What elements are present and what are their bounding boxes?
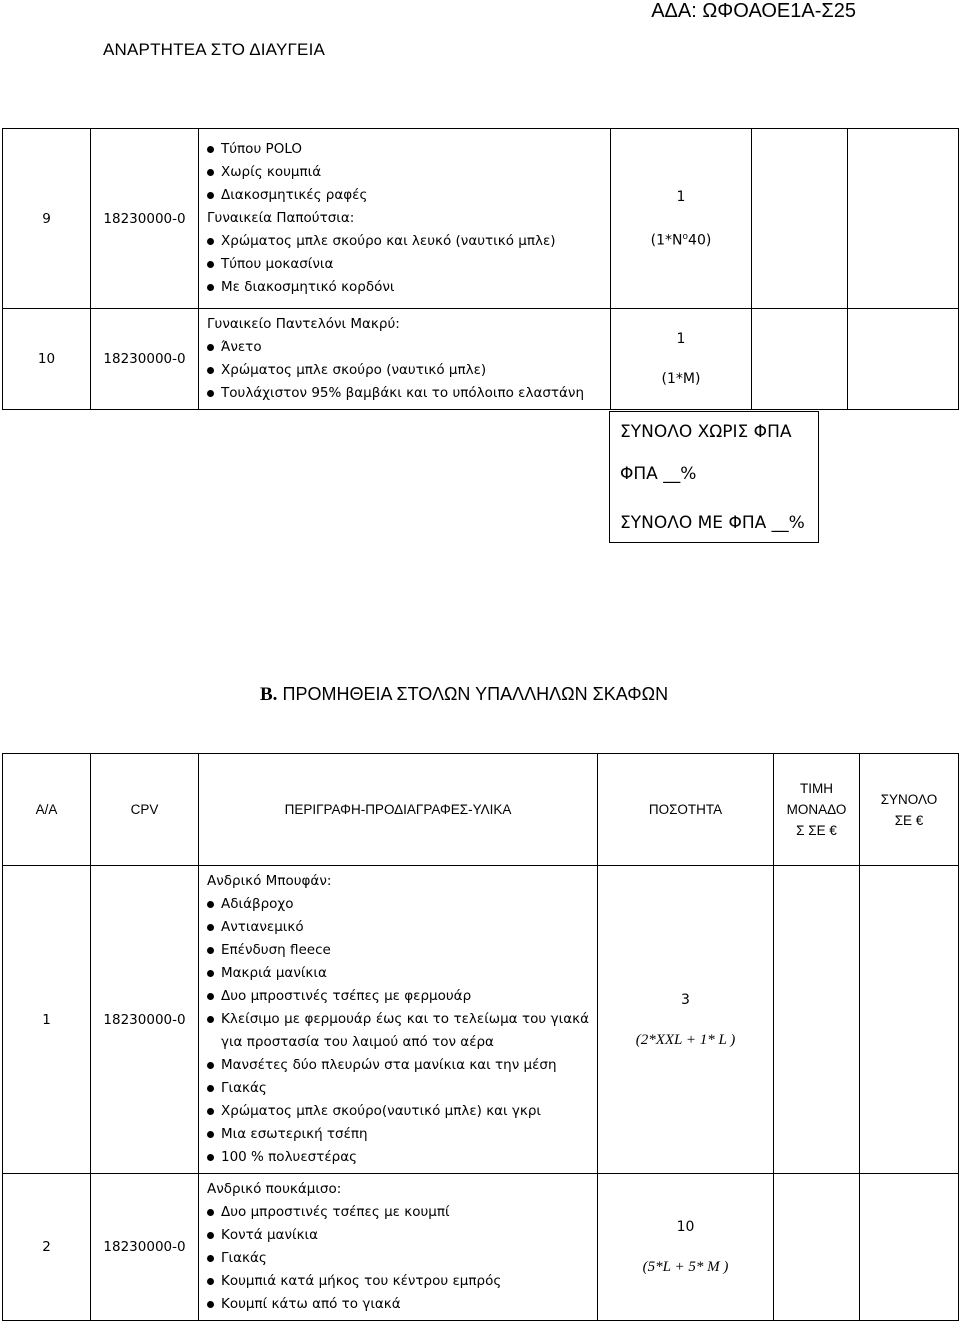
table-row xyxy=(3,1174,959,1321)
unit-price-cell xyxy=(774,1174,860,1321)
col-header-total: ΣΥΝΟΛΟ ΣΕ € xyxy=(860,754,959,866)
row-number: 9 xyxy=(3,129,91,309)
quantity-value: 1 xyxy=(676,188,686,205)
items-table-a xyxy=(2,128,959,410)
spec-bullet-item: Χρώματος μπλε σκούρο (ναυτικό μπλε) xyxy=(207,359,602,382)
col-header-cpv: CPV xyxy=(91,754,199,866)
spec-bullet-item: Τύπου POLO xyxy=(207,138,602,161)
unit-price-cell xyxy=(752,129,848,309)
table-row xyxy=(3,309,959,410)
quantity-value: 10 xyxy=(676,1219,695,1235)
cpv-code: 18230000-0 xyxy=(91,309,199,410)
spec-bullet-item: Με διακοσμητικό κορδόνι xyxy=(207,276,602,299)
item-title: Γυναικεία Παπούτσια: xyxy=(207,210,355,226)
quantity-value: 1 xyxy=(676,331,686,347)
total-without-vat: ΣΥΝΟΛΟ ΧΩΡΙΣ ΦΠΑ xyxy=(620,422,792,442)
items-table-b xyxy=(2,753,959,1321)
quantity xyxy=(598,866,774,1174)
spec-bullet-item: Γιακάς xyxy=(207,1247,589,1270)
cpv-code: 18230000-0 xyxy=(91,866,199,1174)
col-header-unit-price: ΤΙΜΗ ΜΟΝΑΔΟ Σ ΣΕ € xyxy=(774,754,860,866)
total-cell xyxy=(848,309,959,410)
quantity-detail: (2*XXL + 1* L ) xyxy=(635,1031,736,1048)
totals-box xyxy=(609,411,819,543)
quantity-value: 3 xyxy=(681,991,690,1008)
total-cell xyxy=(860,866,959,1174)
item-description xyxy=(199,129,611,309)
table-row xyxy=(3,866,959,1174)
col-header-quantity: ΠΟΣΟΤΗΤΑ xyxy=(598,754,774,866)
quantity xyxy=(611,129,752,309)
spec-bullet-item: Δυο μπροστινές τσέπες με φερμουάρ xyxy=(207,985,589,1008)
cpv-code: 18230000-0 xyxy=(91,1174,199,1321)
quantity xyxy=(598,1174,774,1321)
total-cell xyxy=(848,129,959,309)
spec-bullet-item: Επένδυση fleece xyxy=(207,939,589,962)
spec-bullet-item: Αδιάβροχο xyxy=(207,893,589,916)
ada-code: ΑΔΑ: ΩΦΟΑΟΕ1Α-Σ25 xyxy=(651,0,856,22)
item-description xyxy=(199,309,611,410)
section-heading xyxy=(260,684,668,706)
unit-price-cell xyxy=(752,309,848,410)
quantity-detail: $(1*N^o40)$ xyxy=(650,231,712,249)
spec-bullet-item: Χρώματος μπλε σκούρο και λευκό (ναυτικό μπλε) xyxy=(207,230,602,253)
total-cell xyxy=(860,1174,959,1321)
spec-bullet-item: Κλείσιμο με φερμουάρ έως και το τελείωμα του γιακά για προστασία του λαιμού από τον αέρα xyxy=(207,1008,589,1054)
posted-notice: ΑΝΑΡΤΗΤΕΑ ΣΤΟ ΔΙΑΥΓΕΙΑ xyxy=(103,40,326,59)
item-title: Ανδρικό Μπουφάν: xyxy=(207,873,332,889)
section-title: ΠΡΟΜΗΘΕΙΑ ΣΤΟΛΩΝ ΥΠΑΛΛΗΛΩΝ ΣΚΑΦΩΝ xyxy=(282,684,669,704)
spec-bullet-item: Χρώματος μπλε σκούρο(ναυτικό μπλε) και γκρι xyxy=(207,1100,589,1123)
item-title: Γυναικείο Παντελόνι Μακρύ: xyxy=(207,316,400,332)
row-number: 10 xyxy=(3,309,91,410)
vat-line: ΦΠΑ __% xyxy=(620,464,697,484)
spec-bullet-item: Μακριά μανίκια xyxy=(207,962,589,985)
spec-bullet-item: Μια εσωτερική τσέπη xyxy=(207,1123,589,1146)
row-number: 2 xyxy=(3,1174,91,1321)
col-header-no: Α/Α xyxy=(3,754,91,866)
spec-bullet-item: Δυο μπροστινές τσέπες με κουμπί xyxy=(207,1201,589,1224)
quantity-detail: (5*L + 5* M ) xyxy=(642,1259,729,1275)
cpv-code: 18230000-0 xyxy=(91,129,199,309)
section-letter: Β. xyxy=(260,684,278,705)
spec-bullet-item: Γιακάς xyxy=(207,1077,589,1100)
total-with-vat: ΣΥΝΟΛΟ ΜΕ ΦΠΑ __% xyxy=(620,513,805,533)
col-header-description: ΠΕΡΙΓΡΑΦΗ-ΠΡΟΔΙΑΓΡΑΦΕΣ-ΥΛΙΚΑ xyxy=(199,754,598,866)
spec-bullet-item: Τύπου μοκασίνια xyxy=(207,253,602,276)
item-title: Ανδρικό πουκάμισο: xyxy=(207,1181,342,1197)
quantity xyxy=(611,309,752,410)
row-number: 1 xyxy=(3,866,91,1174)
header-row xyxy=(3,754,959,866)
quantity-detail: (1*M) xyxy=(661,371,701,387)
spec-bullet-item: Κουμπί κάτω από το γιακά xyxy=(207,1293,589,1316)
spec-bullet-item: Αντιανεμικό xyxy=(207,916,589,939)
item-description xyxy=(199,866,598,1174)
unit-price-cell xyxy=(774,866,860,1174)
item-description xyxy=(199,1174,598,1321)
table-row xyxy=(3,129,959,309)
spec-bullet-item: Τουλάχιστον 95% βαμβάκι και το υπόλοιπο ελαστάνη xyxy=(207,382,602,405)
spec-bullet-item: Κουμπιά κατά μήκος του κέντρου εμπρός xyxy=(207,1270,589,1293)
spec-bullet-item: Άνετο xyxy=(207,336,602,359)
spec-bullet-item: Διακοσμητικές ραφές xyxy=(207,184,602,207)
spec-bullet-item: Μανσέτες δύο πλευρών στα μανίκια και την μέση xyxy=(207,1054,589,1077)
spec-bullet-item: 100 % πολυεστέρας xyxy=(207,1146,589,1169)
spec-bullet-item: Χωρίς κουμπιά xyxy=(207,161,602,184)
spec-bullet-item: Κοντά μανίκια xyxy=(207,1224,589,1247)
